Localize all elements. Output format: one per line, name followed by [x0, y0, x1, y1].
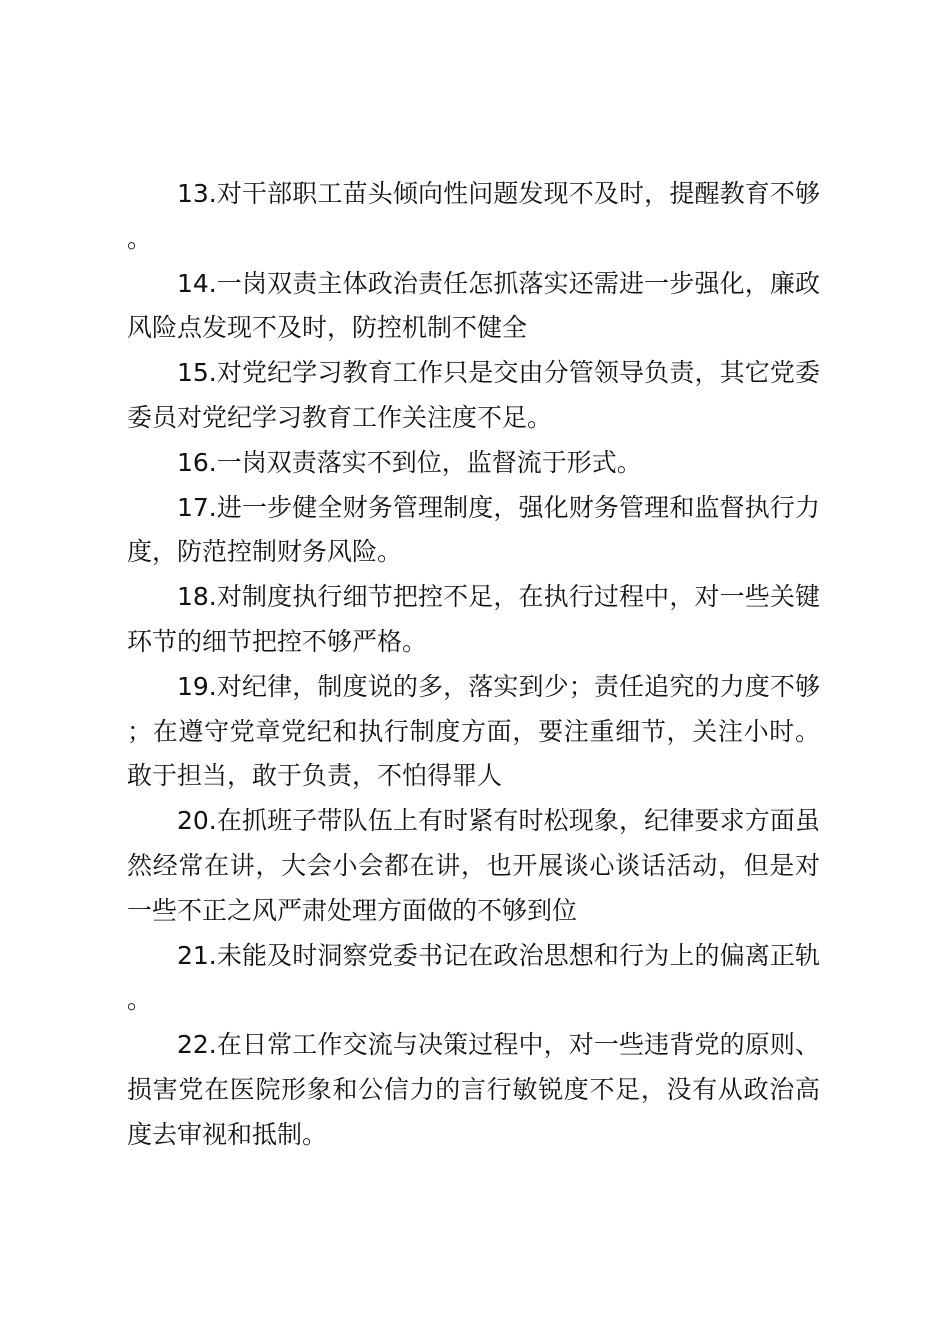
paragraph-19: 19.对纪律，制度说的多，落实到少；责任追究的力度不够；在遵守党章党纪和执行制度方面，要注重细节，关注小时。敢于担当，敢于负责，不怕得罪人 [127, 671, 820, 791]
paragraph-15: 15.对党纪学习教育工作只是交由分管领导负责，其它党委委员对党纪学习教育工作关注度不足。 [127, 358, 820, 432]
paragraph-18: 18.对制度执行细节把控不足，在执行过程中，对一些关键环节的细节把控不够严格。 [127, 582, 820, 656]
paragraph-14: 14.一岗双责主体政治责任怎抓落实还需进一步强化，廉政风险点发现不及时，防控机制不健全 [127, 268, 820, 343]
paragraph-16: 16.一岗双责落实不到位，监督流于形式。 [177, 447, 642, 477]
paragraph-17: 17.进一步健全财务管理制度，强化财务管理和监督执行力度，防范控制财务风险。 [127, 492, 820, 567]
paragraph-20: 20.在抓班子带队伍上有时紧有时松现象，纪律要求方面虽然经常在讲，大会小会都在讲，也开展谈心谈话活动，但是对一些不正之风严肃处理方面做的不够到位 [127, 806, 820, 925]
paragraph-21: 21.未能及时洞察党委书记在政治思想和行为上的偏离正轨。 [127, 940, 820, 1015]
paragraph-13: 13.对干部职工苗头倾向性问题发现不及时，提醒教育不够。 [127, 179, 820, 253]
paragraph-22: 22.在日常工作交流与决策过程中，对一些违背党的原则、损害党在医院形象和公信力的言行敏锐度不足，没有从政治高度去审视和抵制。 [127, 1030, 820, 1149]
document-body [127, 172, 820, 1158]
